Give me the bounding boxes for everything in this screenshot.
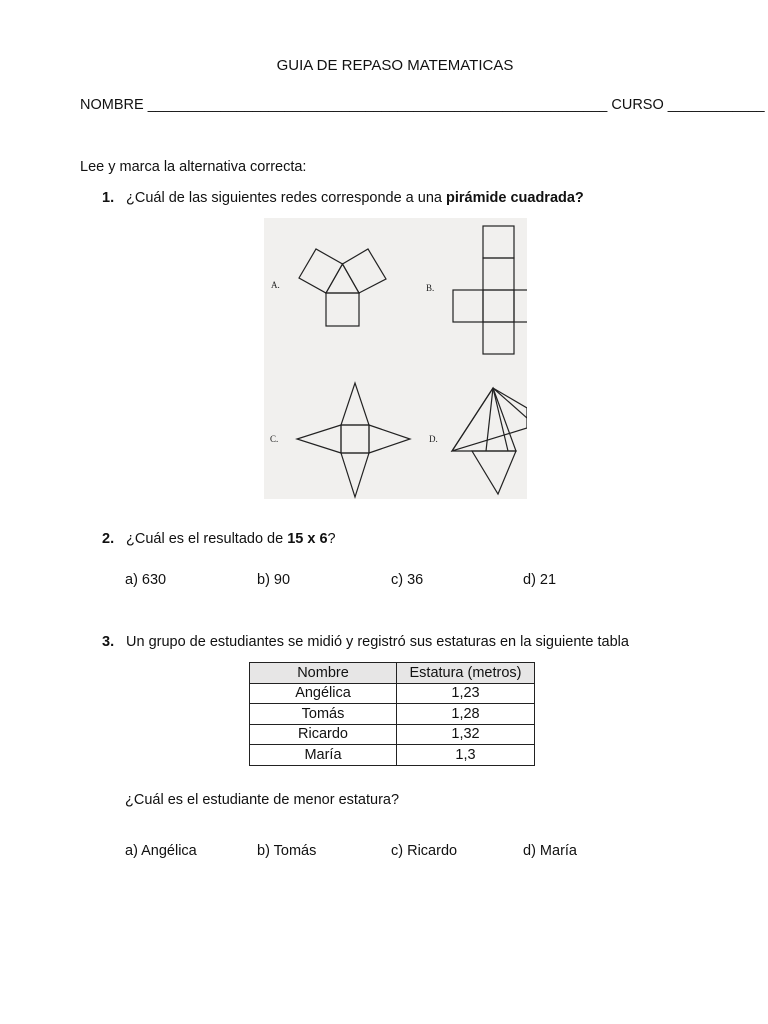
column-header: Estatura (metros)	[397, 663, 535, 684]
option-b[interactable]: b) Tomás	[257, 843, 317, 859]
question-text	[126, 190, 584, 206]
table-cell-name: Angélica	[250, 683, 397, 704]
net-c-label: C.	[270, 434, 279, 444]
page-title: GUIA DE REPASO MATEMATICAS	[276, 57, 514, 74]
table-row	[250, 745, 535, 766]
net-a-label: A.	[271, 280, 280, 290]
table-cell-name: Ricardo	[250, 724, 397, 745]
question-text	[126, 531, 336, 547]
table-cell-name: María	[250, 745, 397, 766]
table-row	[250, 704, 535, 725]
table-cell-height: 1,3	[397, 745, 535, 766]
table-cell-name: Tomás	[250, 704, 397, 725]
question-text: Un grupo de estudiantes se midió y registró sus estaturas en la siguiente tabla	[126, 634, 629, 650]
table-cell-height: 1,28	[397, 704, 535, 725]
option-a[interactable]: a) 630	[125, 572, 167, 588]
nets-illustration	[264, 218, 527, 499]
option-b[interactable]: b) 90	[257, 572, 291, 588]
net-b-shape	[453, 226, 527, 354]
option-c[interactable]: c) Ricardo	[391, 843, 458, 859]
table-header-row	[250, 663, 535, 684]
table-cell-height: 1,32	[397, 724, 535, 745]
curso-label: CURSO	[611, 97, 664, 113]
net-c-shape	[297, 383, 410, 497]
table-row	[250, 724, 535, 745]
net-a-shape	[299, 249, 386, 326]
question-1	[102, 190, 584, 206]
column-header: Nombre	[250, 663, 397, 684]
curso-field[interactable]: ____________	[667, 97, 765, 113]
heights-table	[249, 662, 535, 766]
name-course-line	[80, 97, 765, 113]
option-d[interactable]: d) María	[523, 843, 577, 859]
sub-question: ¿Cuál es el estudiante de menor estatura?	[125, 792, 400, 808]
option-d[interactable]: d) 21	[523, 572, 557, 588]
question-number: 2.	[102, 531, 115, 547]
option-c[interactable]: c) 36	[391, 572, 424, 588]
pyramid-nets-figure	[264, 218, 527, 499]
net-d-label: D.	[429, 434, 438, 444]
net-b-label: B.	[426, 283, 435, 293]
question-3	[102, 634, 629, 650]
nombre-label: NOMBRE	[80, 97, 144, 113]
question-text-part: ¿Cuál es el resultado de	[126, 531, 288, 547]
question-text-part: ?	[327, 531, 336, 547]
table-cell-height: 1,23	[397, 683, 535, 704]
table-row	[250, 683, 535, 704]
option-a[interactable]: a) Angélica	[125, 843, 197, 859]
question-text-bold: 15 x 6	[287, 531, 328, 547]
question-text-part: ¿Cuál de las siguientes redes corresponde a una	[126, 190, 446, 206]
nombre-field[interactable]: _________________________________________________________	[147, 97, 608, 113]
instructions: Lee y marca la alternativa correcta:	[80, 159, 307, 175]
net-d-shape	[452, 388, 527, 494]
question-number: 3.	[102, 634, 115, 650]
question-number: 1.	[102, 190, 115, 206]
question-2	[102, 531, 336, 547]
question-text-bold: pirámide cuadrada?	[446, 190, 584, 206]
